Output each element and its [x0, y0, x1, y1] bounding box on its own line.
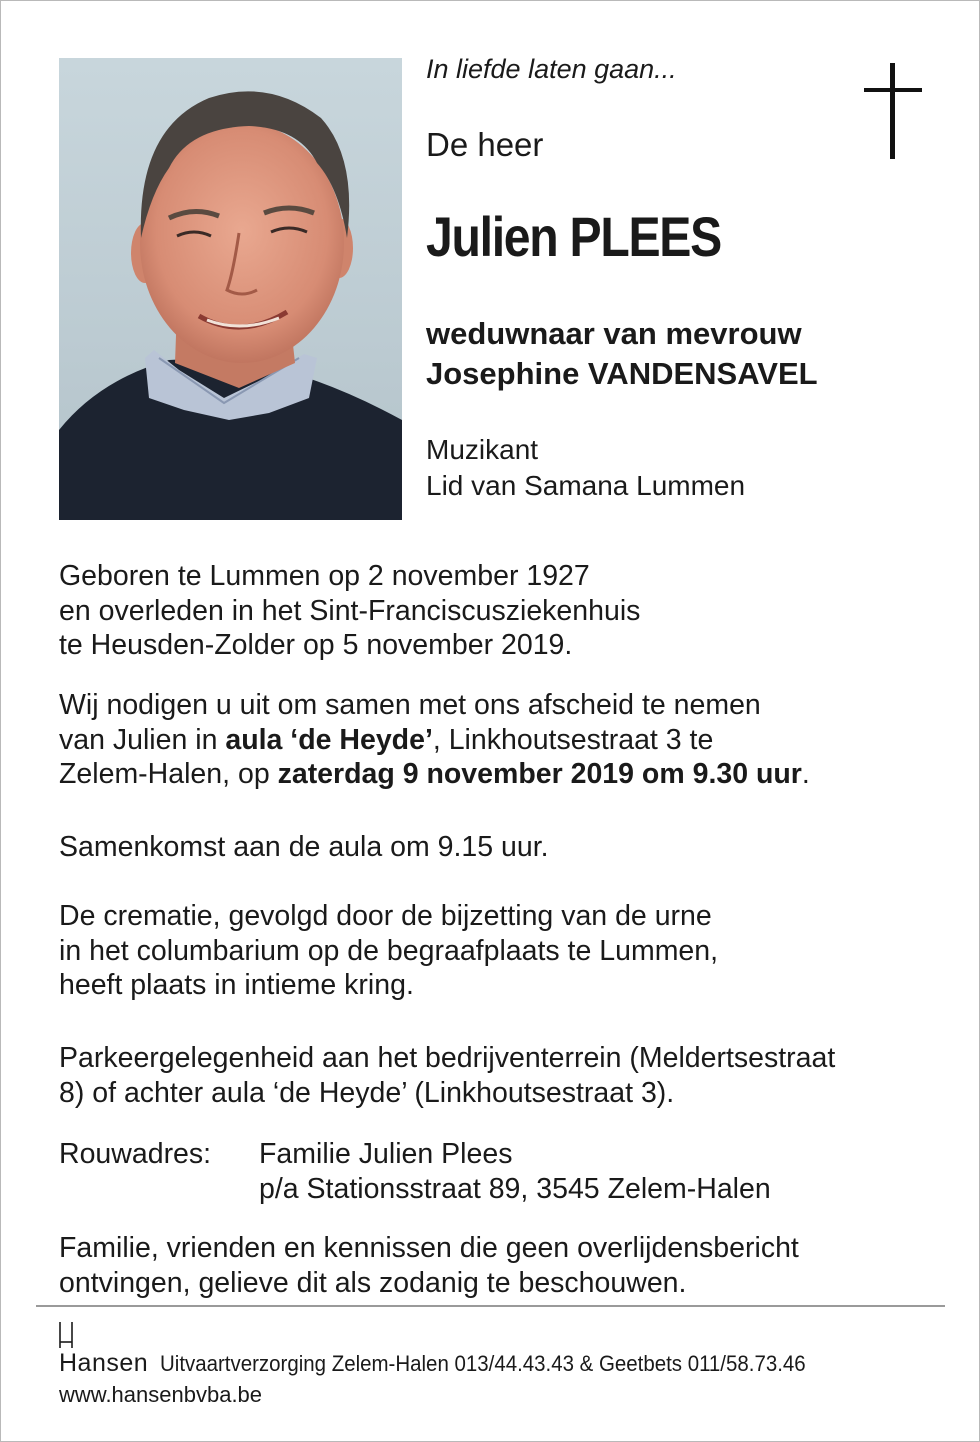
mourning-address-value [259, 1137, 771, 1206]
role-item: Muzikant [426, 434, 539, 465]
text-line: van Julien in aula ‘de Heyde’, Linkhoutsestraat 3 te [59, 723, 714, 756]
text-line: Wij nodigen u uit om samen met ons afscheid te nemen [59, 689, 761, 721]
text-line: Familie, vrienden en kennissen die geen overlijdensbericht [59, 1232, 799, 1264]
venue: aula ‘de Heyde’ [225, 723, 433, 756]
text-line: te Heusden-Zolder op 5 november 2019. [59, 629, 573, 661]
text-line: De crematie, gevolgd door de bijzetting van de urne [59, 900, 712, 932]
ceremony-datetime: zaterdag 9 november 2019 om 9.30 uur [277, 758, 802, 790]
address-line: p/a Stationsstraat 89, 3545 Zelem-Halen [259, 1172, 771, 1205]
parking-paragraph [59, 1041, 835, 1110]
divider [36, 1305, 945, 1307]
widow-line: weduwnaar van mevrouw [426, 316, 802, 351]
text-line: ontvingen, gelieve dit als zodanig te beschouwen. [59, 1266, 687, 1299]
widow-of [426, 314, 818, 394]
company-logo-text: Hansen [59, 1349, 149, 1377]
role-item: Lid van Samana Lummen [426, 470, 746, 501]
invitation-paragraph [59, 688, 810, 792]
tagline: In liefde laten gaan... [426, 54, 677, 84]
cross-icon [864, 63, 922, 159]
portrait-photo [59, 58, 402, 520]
text-line: Zelem-Halen, op zaterdag 9 november 2019 om 9.30 uur. [59, 758, 810, 790]
text-line: Geboren te Lummen op 2 november 1927 [59, 560, 590, 592]
honorific: De heer [426, 126, 544, 163]
cremation-paragraph [59, 899, 718, 1003]
deceased-name: Julien PLEES [426, 205, 721, 268]
family-note-paragraph [59, 1231, 799, 1300]
text-line: Parkeergelegenheid aan het bedrijventerrein (Meldertsestraat [59, 1042, 836, 1074]
spouse-name: Josephine VANDENSAVEL [426, 356, 818, 391]
text-line: en overleden in het Sint-Franciscusziekenhuis [59, 594, 641, 627]
meeting-paragraph: Samenkomst aan de aula om 9.15 uur. [59, 831, 549, 863]
mourning-address-label: Rouwadres: [59, 1138, 212, 1170]
website-link[interactable]: www.hansenbvba.be [59, 1382, 263, 1407]
text-line: heeft plaats in intieme kring. [59, 969, 414, 1001]
roles [426, 432, 745, 504]
address-line: Familie Julien Plees [259, 1138, 513, 1170]
birth-death-paragraph [59, 559, 640, 663]
text-line: 8) of achter aula ‘de Heyde’ (Linkhoutsestraat 3). [59, 1076, 675, 1109]
company-info: Uitvaartverzorging Zelem-Halen 013/44.43.43 & Geetbets 011/58.73.46 [160, 1351, 806, 1376]
text-line: in het columbarium op de begraafplaats te Lummen, [59, 934, 719, 967]
